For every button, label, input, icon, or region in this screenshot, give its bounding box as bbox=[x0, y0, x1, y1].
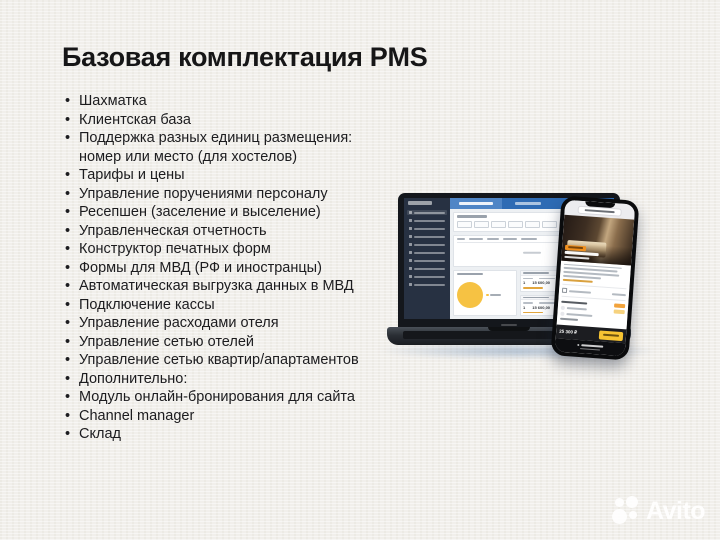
pie-chart bbox=[457, 282, 483, 308]
filter-field bbox=[542, 221, 557, 228]
filter-field bbox=[491, 221, 506, 228]
feature-list-item: • Тарифы и цены bbox=[62, 166, 374, 185]
details-link bbox=[563, 279, 593, 283]
booking-app-screen bbox=[555, 200, 635, 357]
sidebar-item bbox=[407, 274, 447, 279]
device-mockups bbox=[398, 193, 638, 368]
feature-list-item: • Подключение кассы bbox=[62, 296, 374, 315]
login-icon bbox=[577, 344, 580, 347]
phone-frame bbox=[551, 195, 640, 360]
guests-icon bbox=[562, 288, 567, 293]
feature-list-item: • Шахматка bbox=[62, 92, 374, 111]
feature-list-item: • Управление сетью отелей bbox=[62, 333, 374, 352]
menu-icon bbox=[409, 267, 412, 270]
pms-tab-active bbox=[450, 198, 502, 209]
feature-list-item: • Управление расходами отеля bbox=[62, 314, 374, 333]
feature-list-item: • Управленческая отчетность bbox=[62, 222, 374, 241]
booking-details bbox=[557, 260, 631, 329]
sidebar-item bbox=[407, 242, 447, 247]
pms-sidebar bbox=[404, 198, 450, 319]
feature-list-item: • Клиентская база bbox=[62, 111, 374, 130]
laptop-brand-mark bbox=[501, 324, 517, 326]
menu-icon bbox=[409, 251, 412, 254]
avito-dots-icon bbox=[612, 496, 644, 526]
feature-list-item: • Модуль онлайн-бронирования для сайта bbox=[62, 388, 374, 407]
sidebar-item bbox=[407, 266, 447, 271]
feature-list-item: • Управление поручениями персоналу bbox=[62, 185, 374, 204]
filter-field bbox=[508, 221, 523, 228]
feature-list-item: • Ресепшен (заселение и выселение) bbox=[62, 203, 374, 222]
price-total: 25 300 ₽ bbox=[559, 328, 578, 335]
stat-count: 1 bbox=[523, 304, 526, 310]
option-icon bbox=[560, 312, 564, 316]
stat-link bbox=[523, 312, 543, 314]
sidebar-item bbox=[407, 258, 447, 263]
menu-icon bbox=[409, 275, 412, 278]
feature-list-item: • Склад bbox=[62, 425, 374, 444]
stat-link bbox=[523, 287, 543, 289]
feature-list-item: • Конструктор печатных форм bbox=[62, 240, 374, 259]
menu-icon bbox=[409, 235, 412, 238]
sidebar-item bbox=[407, 210, 447, 215]
feature-list-item: • Channel manager bbox=[62, 407, 374, 426]
pie-legend bbox=[486, 294, 501, 297]
menu-icon bbox=[409, 227, 412, 230]
section-badge bbox=[614, 303, 625, 307]
menu-icon bbox=[409, 259, 412, 262]
feature-list bbox=[62, 92, 374, 444]
page-title: Базовая комплектация PMS bbox=[62, 42, 428, 72]
sidebar-item bbox=[407, 218, 447, 223]
menu-icon bbox=[409, 219, 412, 222]
feature-list-item: • Формы для МВД (РФ и иностранцы) bbox=[62, 259, 374, 278]
home-indicator bbox=[580, 348, 600, 351]
menu-icon bbox=[409, 211, 412, 214]
phone-mockup bbox=[551, 195, 640, 360]
table-empty-state bbox=[523, 251, 541, 254]
menu-icon bbox=[409, 243, 412, 246]
sidebar-item bbox=[407, 226, 447, 231]
room-photo bbox=[561, 214, 634, 265]
feature-list-item: • Автоматическая выгрузка данных в МВД bbox=[62, 277, 374, 296]
filter-field bbox=[457, 221, 472, 228]
stat-sum: 15 600,00 bbox=[532, 280, 551, 286]
option-icon bbox=[561, 305, 565, 309]
book-button bbox=[599, 330, 624, 341]
feature-list-item: • Управление сетью квартир/апартаментов bbox=[62, 351, 374, 370]
option-badge bbox=[614, 309, 625, 313]
sidebar-item bbox=[407, 282, 447, 287]
stat-count: 1 bbox=[523, 280, 526, 286]
filter-field bbox=[474, 221, 489, 228]
sidebar-item bbox=[407, 250, 447, 255]
pms-logo bbox=[408, 201, 432, 205]
avito-wordmark: Avito bbox=[646, 496, 706, 525]
menu-icon bbox=[409, 283, 412, 286]
feature-list-item: • Поддержка разных единиц размещения: номер или место (для хостелов) bbox=[62, 129, 374, 166]
feature-list-item: • Дополнительно: bbox=[62, 370, 374, 389]
pms-tab bbox=[502, 198, 554, 209]
stat-sum: 15 600,00 bbox=[532, 304, 551, 310]
avito-logo bbox=[612, 492, 716, 530]
filter-field bbox=[525, 221, 540, 228]
sidebar-item bbox=[407, 234, 447, 239]
pms-pie-card bbox=[453, 270, 517, 316]
